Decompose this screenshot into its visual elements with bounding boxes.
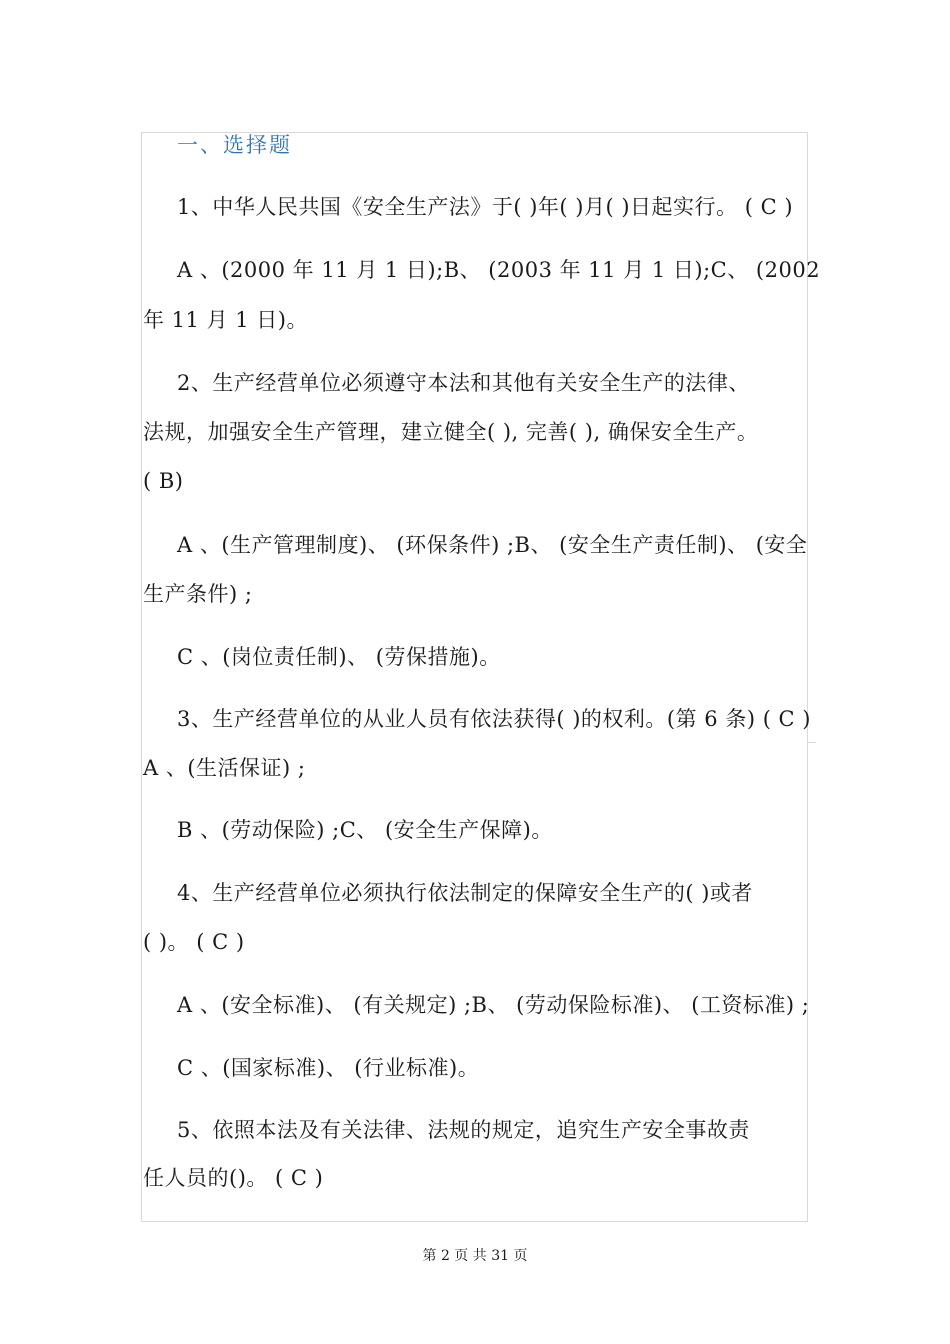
question-3-text: 3、生产经营单位的从业人员有依法获得( )的权利。(第 6 条) ( C ) <box>177 707 811 731</box>
section-title: 一、选择题 <box>177 133 292 157</box>
frame-notch <box>808 742 816 743</box>
question-2-options-line-2: 生产条件) ; <box>143 582 253 606</box>
question-4-answer: ( )。 ( C ) <box>143 930 245 954</box>
question-4-options-line-2: C 、(国家标准)、 (行业标准)。 <box>177 1056 480 1080</box>
question-5-answer: 任人员的()。 ( C ) <box>143 1166 324 1190</box>
question-2-options-line-3: C 、(岗位责任制)、 (劳保措施)。 <box>177 645 501 669</box>
question-1-options-line-1: A 、(2000 年 11 月 1 日);B、 (2003 年 11 月 1 日);C、 (2002 <box>177 258 821 282</box>
page-number-footer: 第 2 页 共 31 页 <box>422 1248 528 1264</box>
question-1-options-line-2: 年 11 月 1 日)。 <box>143 308 308 332</box>
question-3-options-line-2: B 、(劳动保险) ;C、 (安全生产保障)。 <box>177 818 553 842</box>
question-2-answer: ( B) <box>143 469 184 493</box>
question-2-text-line-1: 2、生产经营单位必须遵守本法和其他有关安全生产的法律、 <box>177 371 750 395</box>
question-2-options-line-1: A 、(生产管理制度)、 (环保条件) ;B、 (安全生产责任制)、 (安全 <box>177 533 808 557</box>
question-5-text-line-1: 5、依照本法及有关法律、法规的规定，追究生产安全事故责 <box>177 1118 750 1142</box>
question-1-text: 1、中华人民共国《安全生产法》于( )年( )月( )日起实行。 ( C ) <box>177 195 794 219</box>
question-2-text-line-2: 法规，加强安全生产管理，建立健全( ), 完善( ), 确保安全生产。 <box>143 420 759 444</box>
question-4-text-line-1: 4、生产经营单位必须执行依法制定的保障安全生产的( )或者 <box>177 881 753 905</box>
question-4-options-line-1: A 、(安全标准)、 (有关规定) ;B、 (劳动保险标准)、 (工资标准) ; <box>177 993 810 1017</box>
question-3-options-line-1: A 、(生活保证) ; <box>143 756 306 780</box>
